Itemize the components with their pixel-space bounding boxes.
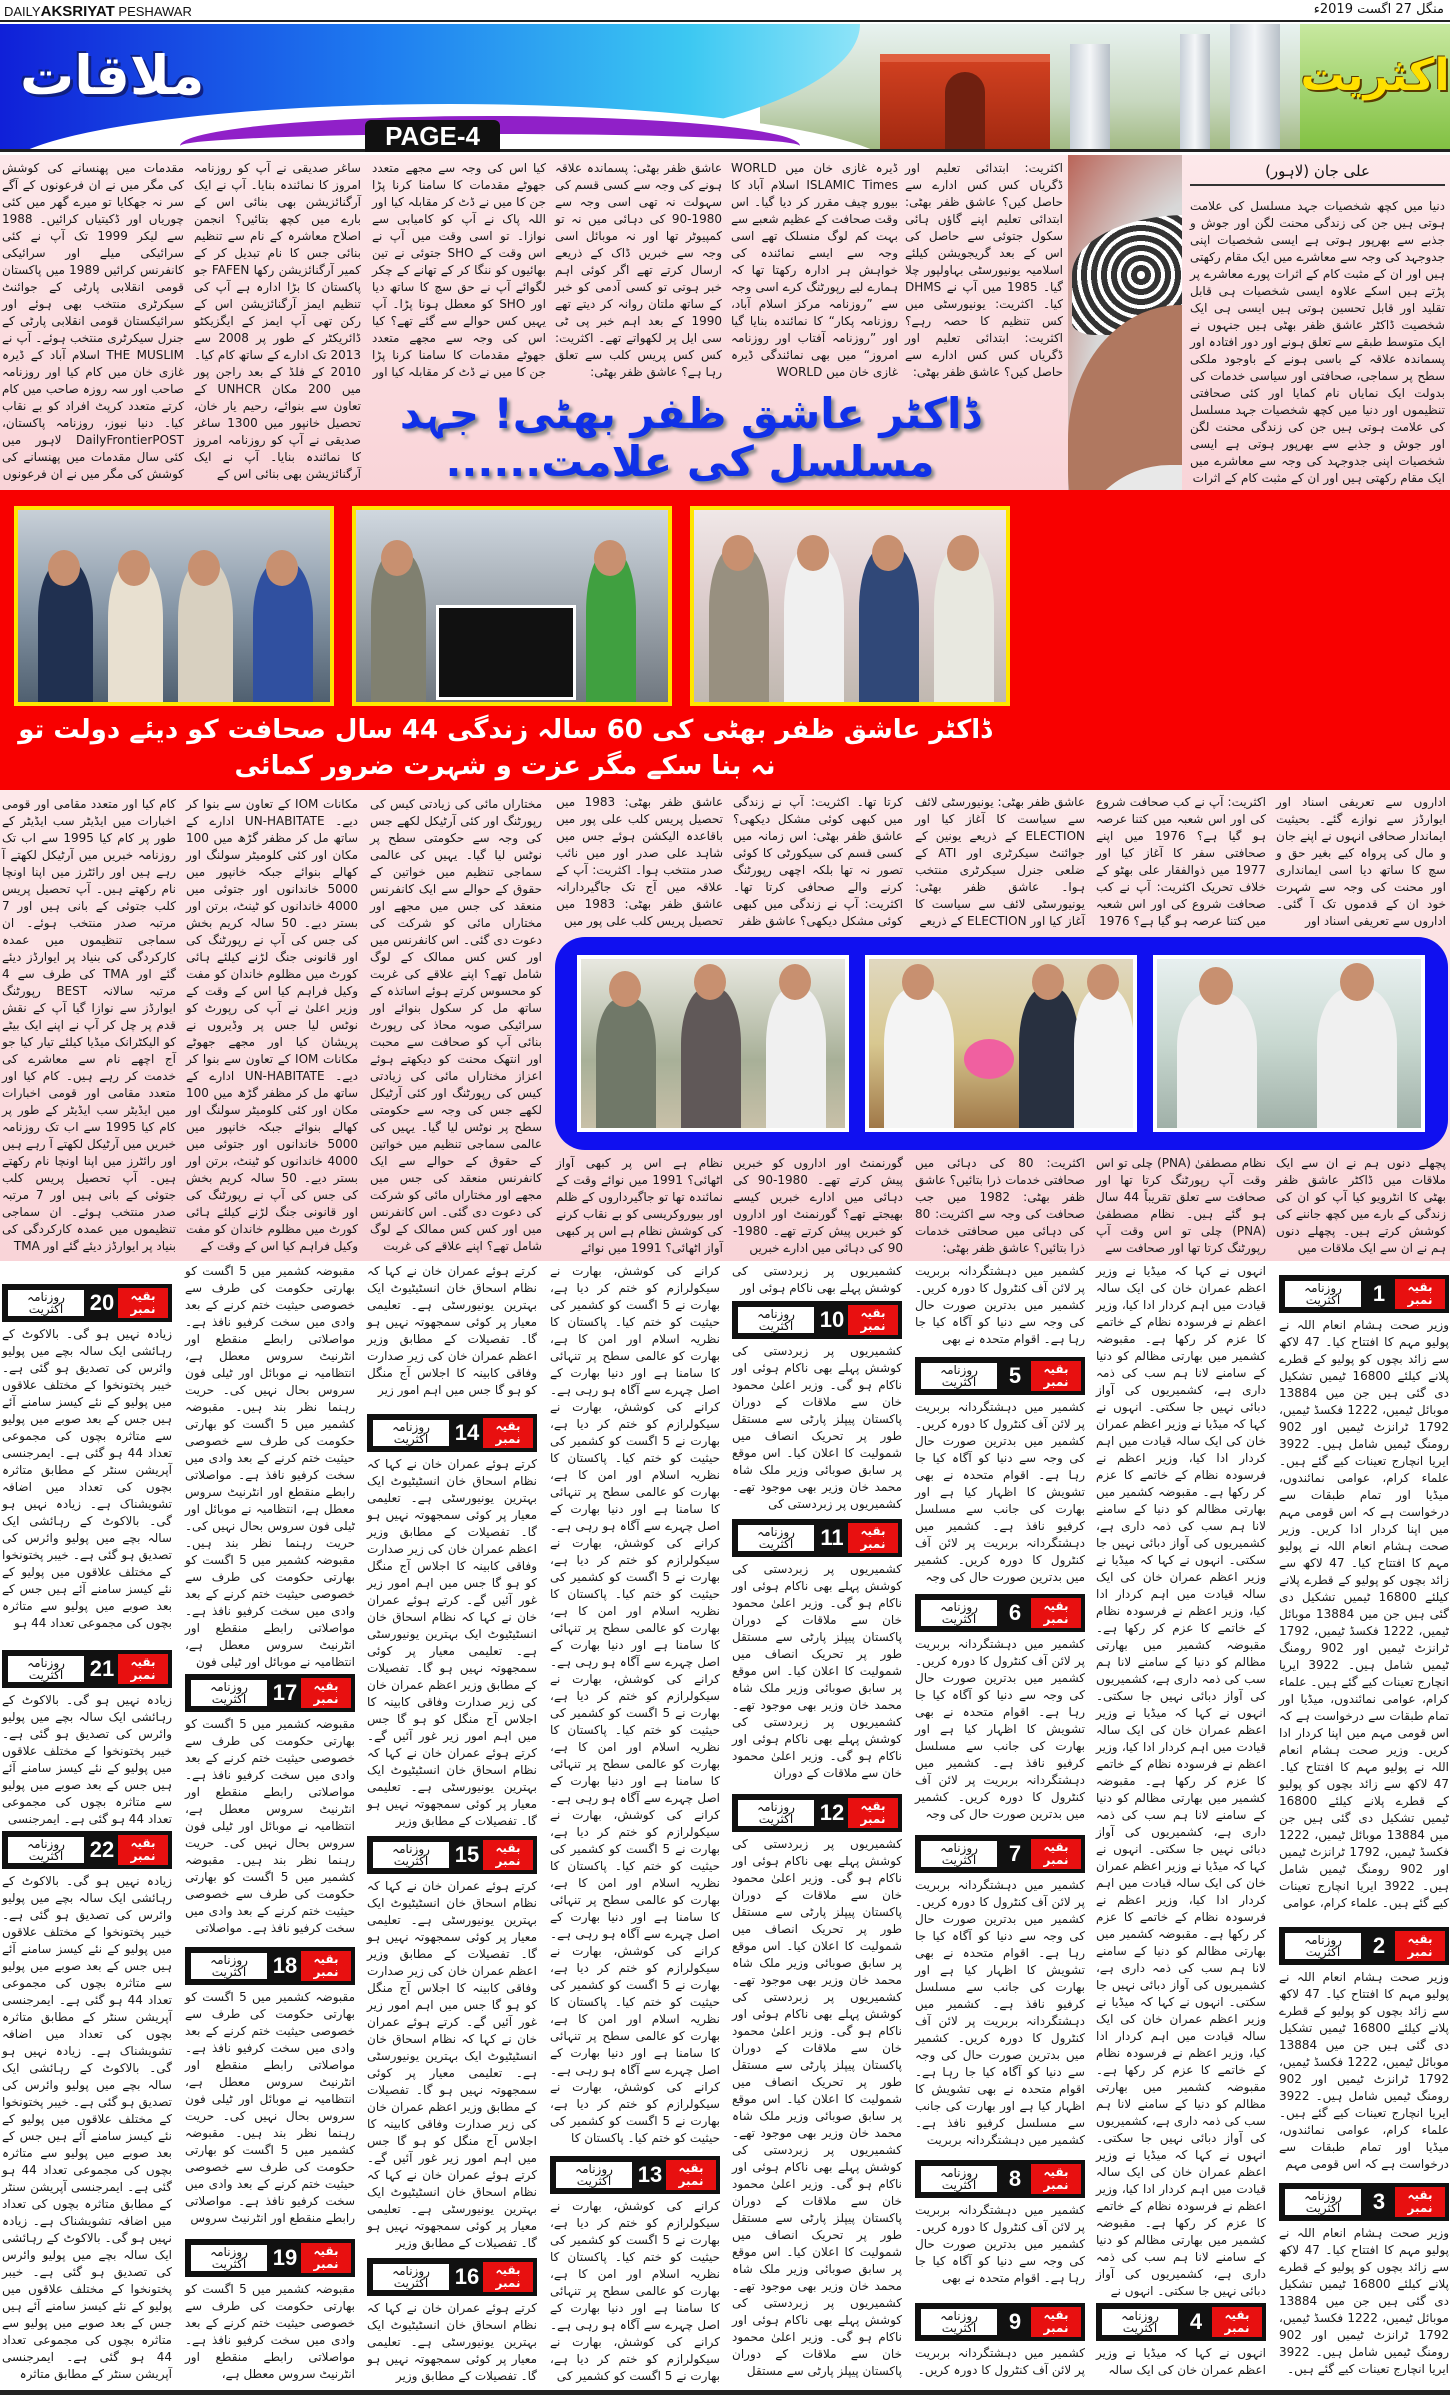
masthead-city: PESHAWAR <box>118 4 192 19</box>
continuation-label: بقیہ نمبر <box>483 1840 533 1870</box>
news-column: انہوں نے کہا کہ میڈیا نے وزیر اعظم عمران خان کی ایک سالہ <box>1096 2346 1266 2377</box>
main-headline: ڈاکٹر عاشق ظفر بھٹی! جہد مسلسل کی علامت...... <box>399 389 981 486</box>
article-column: ڈیرہ غازی خان میں WORLD ISLAMIC Times اسلام آباد کا بیورو چیف مقرر کر دیا گیا۔ اس وقت صحافت کے عظیم شعبے سے بہت کم لوگ منسلک تھے اسی وجہ سے ایسے نمائندہ کی خواہش ہر ادارہ رکھتا تھا کہ ہمارے لیے رپورٹنگ کرے اسی وجہ سے ”روزنامہ مرکز اسلام آباد، روزنامہ پکار“ کا نمائندہ بنایا گیا اور ”روزنامہ آفتاب اور روزنامہ امروز“ میں بھی نمائندگی ڈیرہ غازی خان میں WORLD <box>731 161 898 379</box>
newspaper-name: روزنامہ اکثریت <box>191 1953 267 1979</box>
continuation-label: بقیہ نمبر <box>1031 1598 1081 1628</box>
news-column: زیادہ نہیں ہو گی۔ بالاکوٹ کے رہائشی ایک سالہ بچے میں پولیو وائرس کی تصدیق ہو گئی ہے۔ خیبر پختونخوا کے مختلف علاقوں میں پولیو کے نئے کیسز سامنے آئے ہیں جس کے بعد صوبے میں پولیو سے متاثرہ بچوں کی مجموعی تعداد 44 ہو گئی ہے۔ ایمرجنسی آپریشن سنٹر کے مطابق متاثرہ بچوں کی تعداد میں اضافہ تشویشناک ہے۔ زیادہ نہیں ہو گی۔ بالاکوٹ کے رہائشی ایک سالہ بچے میں پولیو وائرس کی تصدیق ہو گئی ہے۔ خیبر پختونخوا کے مختلف علاقوں میں پولیو کے نئے کیسز سامنے آئے ہیں جس کے بعد صوبے میں پولیو سے متاثرہ بچوں کی مجموعی تعداد 44 ہو گئی ہے۔ ایمرجنسی آپریشن سنٹر کے مطابق متاثرہ بچوں کی تعداد میں اضافہ تشویشناک ہے۔ زیادہ نہیں ہو گی۔ بالاکوٹ کے رہائشی ایک سالہ بچے میں پولیو وائرس کی تصدیق ہو گئی ہے۔ خیبر پختونخوا کے مختلف علاقوں میں پولیو کے نئے کیسز سامنے آئے ہیں جس کے بعد صوبے میں پولیو سے متاثرہ بچوں کی مجموعی تعداد 44 ہو گئی ہے۔ ایمرجنسی آپریشن سنٹر کے مطابق متاثرہ <box>2 1874 172 2381</box>
news-column: کشمیر میں دہشتگردانہ بربریت پر لائن آف کنٹرول کا دورہ کریں۔ کشمیر میں بدترین صورت حال کی وجہ سے دنیا کو آگاہ کیا جا رہا ہے۔ اقوام متحدہ نے بھی <box>915 2203 1085 2285</box>
continuation-box <box>367 2258 537 2296</box>
article-column: ساغر صدیقی نے آپ کو روزنامہ امروز کا نمائندہ بنایا۔ آپ نے ایک آرگنائزیشن بھی بنائی اس کے بارے میں کچھ بتائیں؟ انجمن اصلاح معاشرہ کے نام سے تنظیم بنائی جس کا نام تبدیل کر کے کمیر آرگنائزیشن رکھا FAFEN جو پاکستان کا بڑا ادارہ ہے آپ کی تنظیم ایمز آرگنائزیشن اس کے رکن تھی آپ ایمز کے ایگزیکٹو ڈائریکٹر کے طور پر 2008 سے 2013 تک ادارے کے ساتھ کام کیا۔ 2010 کے فلڈ کے بعد راجن پور میں 200 مکان UNHCR کے تعاون سے بنوائے، رحیم یار خان، تحصیل خانپور میں 1300 ساغر صدیقی نے آپ کو روزنامہ امروز کا نمائندہ بنایا۔ آپ نے ایک آرگنائزیشن بھی بنائی اس کے <box>194 161 362 481</box>
newspaper-name: روزنامہ اکثریت <box>921 2166 997 2192</box>
continuation-box <box>2 1831 172 1869</box>
continuation-number: 1 <box>1363 1279 1395 1309</box>
continuation-label: بقیہ نمبر <box>483 1418 533 1448</box>
continuation-label: بقیہ نمبر <box>1031 1839 1081 1869</box>
newspaper-name: روزنامہ اکثریت <box>191 1680 267 1706</box>
tower-image <box>1230 24 1280 152</box>
newspaper-name: روزنامہ اکثریت <box>191 2245 267 2271</box>
page-banner <box>0 24 1450 152</box>
news-column: کرتے ہوئے عمران خان نے کہا کہ نظام اسحاق خان انسٹیٹیوٹ ایک بہترین یونیورسٹی ہے۔ تعلیمی معیار پر کوئی سمجھوتہ نہیں ہو گا۔ تفصیلات کے مطابق وزیر اعظم عمران خان کی زیر صدارت وفاقی کابینہ کا اجلاس آج منگل کو ہو گا جس میں اہم امور زیر <box>367 1264 537 1397</box>
continuation-box <box>732 1301 902 1339</box>
continuation-label: بقیہ نمبر <box>848 1523 898 1553</box>
news-column: کرتے ہوئے عمران خان نے کہا کہ نظام اسحاق خان انسٹیٹیوٹ ایک بہترین یونیورسٹی ہے۔ تعلیمی معیار پر کوئی سمجھوتہ نہیں ہو گا۔ تفصیلات کے مطابق وزیر <box>367 2301 537 2383</box>
continuation-label: بقیہ نمبر <box>848 1305 898 1335</box>
continuation-box <box>2 1650 172 1688</box>
continuation-number: 3 <box>1363 2187 1395 2217</box>
event-photo <box>577 955 849 1132</box>
article-column: اکثریت: ابتدائی تعلیم اور ڈگریاں کس کس ادارے سے حاصل کیں؟ عاشق ظفر بھٹی: ابتدائی تعلیم اپنے گاؤں ہائی سکول جتوئی سے حاصل کی اس کے بعد گریجویشن کیلئے اسلامیہ یونیورسٹی بہاولپور چلا گیا۔ 1985 میں آپ نے DHMS کیا۔ اکثریت: یونیورسٹی میں کس تنظیم کا حصہ رہے؟ اکثریت: ابتدائی تعلیم اور ڈگریاں کس کس ادارے سے حاصل کیں؟ عاشق ظفر بھٹی: <box>905 161 1063 379</box>
continuation-number: 18 <box>269 1951 301 1981</box>
continuation-number: 5 <box>999 1361 1031 1391</box>
continuation-box <box>367 1836 537 1874</box>
continuation-box <box>1096 2303 1266 2341</box>
continuation-label: بقیہ نمبر <box>483 2262 533 2292</box>
newspaper-name: روزنامہ اکثریت <box>1285 1281 1361 1307</box>
continuation-label: بقیہ نمبر <box>1395 1279 1445 1309</box>
continuation-box <box>732 1794 902 1832</box>
news-column: مقبوضہ کشمیر میں 5 اگست کو بھارتی حکومت کی طرف سے خصوصی حیثیت ختم کرنے کے بعد وادی میں سخت کرفیو نافذ ہے۔ مواصلاتی رابطے منقطع اور انٹرنیٹ سروس معطل ہے، انتظامیہ نے موبائل اور ٹیلی فون سروس بحال نہیں کی۔ حریت رہنما نظر بند ہیں۔ مقبوضہ کشمیر میں 5 اگست کو بھارتی حکومت کی طرف سے خصوصی حیثیت ختم کرنے کے بعد وادی میں سخت کرفیو نافذ ہے۔ مواصلاتی رابطے منقطع اور انٹرنیٹ سروس معطل ہے، انتظامیہ نے موبائل اور ٹیلی فون سروس بحال نہیں کی۔ حریت رہنما نظر بند ہیں۔ مقبوضہ کشمیر میں 5 اگست کو بھارتی حکومت کی طرف سے خصوصی حیثیت ختم کرنے کے بعد وادی میں سخت کرفیو نافذ ہے۔ مواصلاتی رابطے منقطع اور انٹرنیٹ سروس معطل ہے، انتظامیہ نے موبائل اور ٹیلی فون <box>185 1264 356 1669</box>
article-column: اکثریت: آپ نے کب صحافت شروع کی اور اس شعبہ میں کتنا عرصہ ہو گیا ہے؟ 1976 میں اپنے صحافتی سفر کا آغاز کیا اور 1977 میں ذوالفقار علی بھٹو کے خلاف تحریک اکثریت: آپ نے کب صحافت شروع کی اور اس شعبہ میں کتنا عرصہ ہو گیا ہے؟ 1976 <box>1096 795 1266 928</box>
news-column: زیادہ نہیں ہو گی۔ بالاکوٹ کے رہائشی ایک سالہ بچے میں پولیو وائرس کی تصدیق ہو گئی ہے۔ خیبر پختونخوا کے مختلف علاقوں میں پولیو کے نئے کیسز سامنے آئے ہیں جس کے بعد صوبے میں پولیو سے متاثرہ بچوں کی مجموعی تعداد 44 ہو گئی ہے۔ ایمرجنسی آپریشن سنٹر کے مطابق متاثرہ بچوں کی تعداد میں اضافہ تشویشناک ہے۔ زیادہ نہیں ہو گی۔ بالاکوٹ کے رہائشی ایک سالہ بچے میں پولیو وائرس کی تصدیق ہو گئی ہے۔ خیبر پختونخوا کے مختلف علاقوں میں پولیو کے نئے کیسز سامنے آئے ہیں جس کے بعد صوبے میں پولیو سے متاثرہ بچوں کی مجموعی تعداد 44 ہو <box>2 1327 172 1630</box>
continuation-number: 9 <box>999 2307 1031 2337</box>
continuation-number: 16 <box>451 2262 483 2292</box>
masthead-daily: DAILY <box>4 4 41 19</box>
masthead-name: AKSRIYAT <box>40 3 115 20</box>
article-column: کام کیا اور متعدد مقامی اور قومی اخبارات میں ایڈیٹر سب ایڈیٹر کے طور پر کام کیا 1995 سے اب تک روزنامہ خبریں میں آرٹیکل لکھتے آ رہے ہیں اور رائٹرز میں اپنا اونچا نام رکھتے ہیں۔ آپ تحصیل پریس کلب جتوئی کے بانی ہیں اور 7 مرتبہ صدر منتخب ہوئے۔ ان سماجی تنظیموں میں عمدہ کارکردگی کی بنیاد پر ایوارڈز دیئے گئے اور TMA کی طرف سے 4 مرتبہ سالانہ BEST رپورٹنگ ایوارڈز سے نوازا گیا آپ کے نقش قدم پر چل کر آپ نے اپنے ایک بیٹے کو الیکٹرانک میڈیا کیلئے تیار کیا جو آج اچھے نام سے معاشرے کی خدمت کر رہے ہیں۔ کام کیا اور متعدد مقامی اور قومی اخبارات میں ایڈیٹر سب ایڈیٹر کے طور پر کام کیا 1995 سے اب تک روزنامہ خبریں میں آرٹیکل لکھتے آ رہے ہیں اور رائٹرز میں اپنا اونچا نام رکھتے ہیں۔ آپ تحصیل پریس کلب جتوئی کے بانی ہیں اور 7 مرتبہ صدر منتخب ہوئے۔ ان سماجی تنظیموں میں عمدہ کارکردگی کی بنیاد پر ایوارڈز دیئے گئے اور TMA <box>2 797 177 1253</box>
news-column: وزیر صحت ہشام انعام اللہ نے پولیو مہم کا افتتاح کیا۔ 47 لاکھ سے زائد بچوں کو پولیو کے قطرے پلانے کیلئے 16800 ٹیمیں تشکیل دی گئی ہیں جن میں 13884 موبائل ٹیمیں، 1222 فکسڈ ٹیمیں، 1792 ٹرانزٹ ٹیمیں اور 902 رومنگ ٹیمیں شامل ہیں۔ 3922 ایریا انچارج تعینات کیے گئے ہیں۔ <box>1279 2226 1449 2376</box>
news-column: کرانے کی کوشش، بھارت نے سیکولرازم کو ختم کر دیا ہے، بھارت نے 5 اگست کو کشمیر کی حیثیت کو ختم کیا۔ پاکستان کا نظریہ اسلام اور امن کا ہے، بھارت کو عالمی سطح پر تنہائی کا سامنا ہے اور دنیا بھارت کے اصل چہرے سے آگاہ ہو رہی ہے۔ کرانے کی کوشش، بھارت نے سیکولرازم کو ختم کر دیا ہے، بھارت نے 5 اگست کو کشمیر کی <box>550 2199 720 2383</box>
newspaper-name: روزنامہ اکثریت <box>921 2309 997 2335</box>
continuation-label: بقیہ نمبر <box>1031 2307 1081 2337</box>
news-column: مقبوضہ کشمیر میں 5 اگست کو بھارتی حکومت کی طرف سے خصوصی حیثیت ختم کرنے کے بعد وادی میں سخت کرفیو نافذ ہے۔ مواصلاتی رابطے منقطع اور انٹرنیٹ سروس معطل ہے، انتظامیہ نے موبائل اور ٹیلی فون سروس بحال نہیں کی۔ حریت رہنما نظر بند ہیں۔ مقبوضہ کشمیر میں 5 اگست کو بھارتی حکومت کی طرف سے خصوصی حیثیت ختم کرنے کے بعد وادی میں سخت کرفیو نافذ ہے۔ مواصلاتی <box>185 1717 356 1935</box>
continuation-box <box>1279 2183 1449 2221</box>
newspaper-name: روزنامہ اکثریت <box>921 1363 997 1389</box>
news-column: وزیر صحت ہشام انعام اللہ نے پولیو مہم کا افتتاح کیا۔ 47 لاکھ سے زائد بچوں کو پولیو کے قطرے پلانے کیلئے 16800 ٹیمیں تشکیل دی گئی ہیں جن میں 13884 موبائل ٹیمیں، 1222 فکسڈ ٹیمیں، 1792 ٹرانزٹ ٹیمیں اور 902 رومنگ ٹیمیں شامل ہیں۔ 3922 ایریا انچارج تعینات کیے گئے ہیں۔ علماء کرام، عوامی نمائندوں، میڈیا اور تمام طبقات سے درخواست ہے کہ اس قومی مہم <box>1279 1970 1449 2171</box>
event-photo <box>690 506 1010 706</box>
continuation-number: 17 <box>269 1678 301 1708</box>
news-column: کشمیریوں پر زبردستی کی کوشش پہلے بھی ناکام ہوئی اور ناکام ہو گی۔ وزیر اعلیٰ محمود خان سے ملاقات کے دوران پاکستان پیپلز پارٹی سے مستقل طور پر تحریک انصاف میں شمولیت کا اعلان کیا۔ اس موقع پر سابق صوبائی وزیر ملک شاہ محمد خان وزیر بھی موجود تھے۔ کشمیریوں پر زبردستی کی کوشش پہلے بھی ناکام ہوئی اور ناکام ہو گی۔ وزیر اعلیٰ محمود خان سے ملاقات کے دوران <box>732 1562 902 1780</box>
continuation-number: 13 <box>634 2160 666 2190</box>
article-column: مکانات IOM کے تعاون سے بنوا کر دیے۔ UN-HABITATE ادارے کے ساتھ مل کر مظفر گڑھ میں 100 مکان اور کئی کلومیٹر سولنگ اور کھالے بنوائے جبکہ خانپور میں 5000 خاندانوں اور جتوئی میں 4000 خاندانوں کو ٹینٹ، برتن اور بستر دیے۔ 50 سالہ کریم بخش کی جس کی آپ نے رپورٹنگ کی اور قانونی جنگ لڑنے کیلئے ہائی کورٹ میں مظلوم خاندان کو مفت وکیل فراہم کیا اس کے وقت کے وزیر اعلیٰ نے آپ کی رپورٹ کو نوٹس لیا جس پر وڈیروں نے پریشان کیا اور مجھے جھوٹے مکانات IOM کے تعاون سے بنوا کر دیے۔ UN-HABITATE ادارے کے ساتھ مل کر مظفر گڑھ میں 100 مکان اور کئی کلومیٹر سولنگ اور کھالے بنوائے جبکہ خانپور میں 5000 خاندانوں اور جتوئی میں 4000 خاندانوں کو ٹینٹ، برتن اور بستر دیے۔ 50 سالہ کریم بخش کی جس کی آپ نے رپورٹنگ کی اور قانونی جنگ لڑنے کیلئے ہائی کورٹ میں مظلوم خاندان کو مفت وکیل فراہم کیا اس کے وقت کے <box>186 797 358 1253</box>
newspaper-name: روزنامہ اکثریت <box>921 1841 997 1867</box>
continuation-label: بقیہ نمبر <box>1395 2187 1445 2217</box>
article-column: نظام ہے اس پر کبھی آواز اٹھائی؟ 1991 میں نوائے وقت کے نمائندہ تھا تو جاگیرداروں کے ظلم اور بیوروکریسی کو بے نقاب کرنے کی کوشش نظام ہے اس پر کبھی آواز اٹھائی؟ 1991 میں نوائے <box>555 1156 724 1255</box>
newspaper-name: روزنامہ اکثریت <box>8 1837 84 1863</box>
issue-date: منگل 27 اگست 2019ء <box>1313 2 1444 17</box>
continuation-box <box>367 1414 537 1452</box>
continuation-number: 14 <box>451 1418 483 1448</box>
continuation-label: بقیہ نمبر <box>1395 1931 1445 1961</box>
continuation-box <box>915 2160 1085 2198</box>
news-column: کرانے کی کوشش، بھارت نے سیکولرازم کو ختم کر دیا ہے، بھارت نے 5 اگست کو کشمیر کی حیثیت کو ختم کیا۔ پاکستان کا نظریہ اسلام اور امن کا ہے، بھارت کو عالمی سطح پر تنہائی کا سامنا ہے اور دنیا بھارت کے اصل چہرے سے آگاہ ہو رہی ہے۔ کرانے کی کوشش، بھارت نے سیکولرازم کو ختم کر دیا ہے، بھارت نے 5 اگست کو کشمیر کی حیثیت کو ختم کیا۔ پاکستان کا نظریہ اسلام اور امن کا ہے، بھارت کو عالمی سطح پر تنہائی کا سامنا ہے اور دنیا بھارت کے اصل چہرے سے آگاہ ہو رہی ہے۔ کرانے کی کوشش، بھارت نے سیکولرازم کو ختم کر دیا ہے، بھارت نے 5 اگست کو کشمیر کی حیثیت کو ختم کیا۔ پاکستان کا نظریہ اسلام اور امن کا ہے، بھارت کو عالمی سطح پر تنہائی کا سامنا ہے اور دنیا بھارت کے اصل چہرے سے آگاہ ہو رہی ہے۔ کرانے کی کوشش، بھارت نے سیکولرازم کو ختم کر دیا ہے، بھارت نے 5 اگست کو کشمیر کی حیثیت کو ختم کیا۔ پاکستان کا نظریہ اسلام اور امن کا ہے، بھارت کو عالمی سطح پر تنہائی کا سامنا ہے اور دنیا بھارت کے اصل چہرے سے آگاہ ہو رہی ہے۔ کرانے کی کوشش، بھارت نے سیکولرازم کو ختم کر دیا ہے، بھارت نے 5 اگست کو کشمیر کی حیثیت کو ختم کیا۔ پاکستان کا نظریہ اسلام اور امن کا ہے، بھارت کو عالمی سطح پر تنہائی کا سامنا ہے اور دنیا بھارت کے اصل چہرے سے آگاہ ہو رہی ہے۔ کرانے کی کوشش، بھارت نے سیکولرازم کو ختم کر دیا ہے، بھارت نے 5 اگست کو کشمیر کی حیثیت کو ختم کیا۔ پاکستان کا نظریہ اسلام اور امن کا ہے، بھارت کو عالمی سطح پر تنہائی کا سامنا ہے اور دنیا بھارت کے اصل چہرے سے آگاہ ہو رہی ہے۔ کرانے کی کوشش، بھارت نے سیکولرازم کو ختم کر دیا ہے، بھارت نے 5 اگست کو کشمیر کی حیثیت کو ختم کیا۔ پاکستان کا <box>550 1264 720 2145</box>
continuation-box <box>915 2303 1085 2341</box>
continuation-label: بقیہ نمبر <box>301 2243 351 2273</box>
continuation-box <box>1279 1927 1449 1965</box>
mosque-image <box>880 54 1050 152</box>
continuation-number: 19 <box>269 2243 301 2273</box>
news-column: کشمیر میں دہشتگردانہ بربریت پر لائن آف کنٹرول کا دورہ کریں۔ کشمیر میں بدترین صورت حال کی وجہ سے دنیا کو آگاہ کیا جا رہا ہے۔ اقوام متحدہ نے بھی تشویش کا اظہار کیا ہے اور بھارت کی جانب سے مسلسل کرفیو نافذ ہے۔ کشمیر میں دہشتگردانہ بربریت پر لائن آف کنٹرول کا دورہ کریں۔ کشمیر میں بدترین صورت حال کی وجہ <box>915 1400 1085 1584</box>
article-column: اکثریت: 80 کی دہائی میں صحافتی خدمات ذرا بتائیں؟ عاشق ظفر بھٹی: 1982 میں جب صحافت کی وجہ سے اکثریت: 80 کی دہائی میں صحافتی خدمات ذرا بتائیں؟ عاشق ظفر بھٹی: <box>915 1156 1085 1255</box>
news-column: وزیر صحت ہشام انعام اللہ نے پولیو مہم کا افتتاح کیا۔ 47 لاکھ سے زائد بچوں کو پولیو کے قطرے پلانے کیلئے 16800 ٹیمیں تشکیل دی گئی ہیں جن میں 13884 موبائل ٹیمیں، 1222 فکسڈ ٹیمیں، 1792 ٹرانزٹ ٹیمیں اور 902 رومنگ ٹیمیں شامل ہیں۔ 3922 ایریا انچارج تعینات کیے گئے ہیں۔ علماء کرام، عوامی نمائندوں، میڈیا اور تمام طبقات سے درخواست ہے کہ اس قومی مہم میں اپنا کردار ادا کریں۔ وزیر صحت ہشام انعام اللہ نے پولیو مہم کا افتتاح کیا۔ 47 لاکھ سے زائد بچوں کو پولیو کے قطرے پلانے کیلئے 16800 ٹیمیں تشکیل دی گئی ہیں جن میں 13884 موبائل ٹیمیں، 1222 فکسڈ ٹیمیں، 1792 ٹرانزٹ ٹیمیں اور 902 رومنگ ٹیمیں شامل ہیں۔ 3922 ایریا انچارج تعینات کیے گئے ہیں۔ علماء کرام، عوامی نمائندوں، میڈیا اور تمام طبقات سے درخواست ہے کہ اس قومی مہم میں اپنا کردار ادا کریں۔ وزیر صحت ہشام انعام اللہ نے پولیو مہم کا افتتاح کیا۔ 47 لاکھ سے زائد بچوں کو پولیو کے قطرے پلانے کیلئے 16800 ٹیمیں تشکیل دی گئی ہیں جن میں 13884 موبائل ٹیمیں، 1222 فکسڈ ٹیمیں، 1792 ٹرانزٹ ٹیمیں اور 902 رومنگ ٹیمیں شامل ہیں۔ 3922 ایریا انچارج تعینات کیے گئے ہیں۔ علماء کرام، عوامی <box>1279 1318 1450 1910</box>
news-column: مقبوضہ کشمیر میں 5 اگست کو بھارتی حکومت کی طرف سے خصوصی حیثیت ختم کرنے کے بعد وادی میں سخت کرفیو نافذ ہے۔ مواصلاتی رابطے منقطع اور انٹرنیٹ سروس معطل ہے، انتظامیہ نے موبائل اور ٹیلی فون سروس بحال نہیں کی۔ حریت رہنما نظر بند ہیں۔ مقبوضہ کشمیر میں 5 اگست کو بھارتی حکومت کی طرف سے خصوصی حیثیت ختم کرنے کے بعد وادی میں سخت کرفیو نافذ ہے۔ مواصلاتی رابطے منقطع اور انٹرنیٹ سروس <box>185 1990 356 2225</box>
tower-image <box>1070 44 1110 152</box>
continuation-number: 8 <box>999 2164 1031 2194</box>
banner-sign <box>436 605 576 700</box>
bouquet <box>964 1039 1014 1079</box>
continuation-number: 15 <box>451 1840 483 1870</box>
newspaper-name: روزنامہ اکثریت <box>1285 1933 1361 1959</box>
newspaper-name: روزنامہ اکثریت <box>738 1800 814 1826</box>
continuation-number: 21 <box>86 1654 118 1684</box>
continuation-label: بقیہ نمبر <box>1212 2307 1262 2337</box>
article-column: گورنمنٹ اور اداروں کو خبریں پیش کرتے تھے۔ 1980-90 کی دہائی میں ادارے خبریں کیسے بھیجتے تھے؟ گورنمنٹ اور اداروں کو خبریں پیش کرتے تھے۔ 1980-90 کی دہائی میں ادارے خبریں <box>733 1156 904 1255</box>
event-photo <box>352 506 672 706</box>
news-column: کشمیریوں پر زبردستی کی کوشش پہلے بھی ناکام ہوئی اور <box>732 1264 902 1295</box>
continuation-box <box>185 1947 355 1985</box>
continuation-box <box>915 1594 1085 1632</box>
continuation-box <box>2 1284 172 1322</box>
news-column: کشمیر میں دہشتگردانہ بربریت پر لائن آف کنٹرول کا دورہ کریں۔ کشمیر میں بدترین صورت حال کی وجہ سے دنیا کو آگاہ کیا جا رہا ہے۔ اقوام متحدہ نے بھی تشویش کا اظہار کیا ہے اور بھارت کی جانب سے مسلسل کرفیو نافذ ہے۔ کشمیر میں دہشتگردانہ بربریت پر لائن آف کنٹرول کا دورہ کریں۔ کشمیر میں بدترین صورت حال کی وجہ سے دنیا کو آگاہ کیا جا رہا ہے۔ اقوام متحدہ نے بھی تشویش کا اظہار کیا ہے اور بھارت کی جانب سے مسلسل کرفیو نافذ ہے۔ کشمیر میں دہشتگردانہ بربریت <box>915 1878 1085 2147</box>
news-column: کرتے ہوئے عمران خان نے کہا کہ نظام اسحاق خان انسٹیٹیوٹ ایک بہترین یونیورسٹی ہے۔ تعلیمی معیار پر کوئی سمجھوتہ نہیں ہو گا۔ تفصیلات کے مطابق وزیر اعظم عمران خان کی زیر صدارت وفاقی کابینہ کا اجلاس آج منگل کو ہو گا جس میں اہم امور زیر غور آئیں گے۔ کرتے ہوئے عمران خان نے کہا کہ نظام اسحاق خان انسٹیٹیوٹ ایک بہترین یونیورسٹی ہے۔ تعلیمی معیار پر کوئی سمجھوتہ نہیں ہو گا۔ تفصیلات کے مطابق وزیر اعظم عمران خان کی زیر صدارت وفاقی کابینہ کا اجلاس آج منگل کو ہو گا جس میں اہم امور زیر غور آئیں گے۔ کرتے ہوئے عمران خان نے کہا کہ نظام اسحاق خان انسٹیٹیوٹ ایک بہترین یونیورسٹی ہے۔ تعلیمی معیار پر کوئی سمجھوتہ نہیں ہو گا۔ تفصیلات کے مطابق وزیر <box>367 1879 537 2250</box>
continuation-number: 11 <box>816 1523 848 1553</box>
continuation-label: بقیہ نمبر <box>118 1835 168 1865</box>
continuation-label: بقیہ نمبر <box>1031 1361 1081 1391</box>
continuation-box <box>550 2156 720 2194</box>
continuation-number: 12 <box>816 1798 848 1828</box>
newspaper-name: روزنامہ اکثریت <box>738 1307 814 1333</box>
news-column: کشمیر میں دہشتگردانہ بربریت پر لائن آف کنٹرول کا دورہ کریں۔ <box>915 2346 1085 2377</box>
news-column: کشمیریوں پر زبردستی کی کوشش پہلے بھی ناکام ہوئی اور ناکام ہو گی۔ وزیر اعلیٰ محمود خان سے ملاقات کے دوران پاکستان پیپلز پارٹی سے مستقل طور پر تحریک انصاف میں شمولیت کا اعلان کیا۔ اس موقع پر سابق صوبائی وزیر ملک شاہ محمد خان وزیر بھی موجود تھے۔ کشمیریوں پر زبردستی کی <box>732 1344 902 1511</box>
event-photo <box>1153 955 1425 1132</box>
masthead-strip <box>0 0 1450 22</box>
continuation-number: 10 <box>816 1305 848 1335</box>
article-column: عاشق ظفر بھٹی: پسماندہ علاقہ ہونے کی وجہ سے کسی قسم کی سہولت نہ تھی اسی وجہ سے 1980-90 کی دہائی میں نہ تو کمپیوٹر تھا اور نہ موبائل اسی وجہ سے خبریں ڈاک کے ذریعے ارسال کرتے تھے اگر کوئی اہم خبر ہوتی تو کسی آدمی کو خبر کے ساتھ ملتان روانہ کر دیتے تھے 1990 کے بعد اہم خبر پی ٹی سی ایل پر لکھواتے تھے۔ اکثریت: کس کس پریس کلب سے تعلق رہا ہے؟ عاشق ظفر بھٹی: <box>555 161 722 379</box>
newspaper-name: روزنامہ اکثریت <box>373 2264 449 2290</box>
bottom-rule <box>0 2390 1450 2395</box>
continuation-label: بقیہ نمبر <box>118 1288 168 1318</box>
continuation-box <box>185 1674 355 1712</box>
section-title: ملاقات <box>20 44 205 107</box>
newspaper-name: روزنامہ اکثریت <box>556 2162 632 2188</box>
continuation-label: بقیہ نمبر <box>666 2160 716 2190</box>
continuation-number: 22 <box>86 1835 118 1865</box>
newspaper-name: روزنامہ اکثریت <box>738 1525 814 1551</box>
continuation-number: 6 <box>999 1598 1031 1628</box>
article-column: عاشق ظفر بھٹی: یونیورسٹی لائف سے سیاست کا آغاز کیا اور ELECTION کے ذریعے یونین کے جوائنٹ سیکرٹری اور ATI کے ضلعی جنرل سیکرٹری منتخب ہوا۔ عاشق ظفر بھٹی: یونیورسٹی لائف سے سیاست کا آغاز کیا اور ELECTION کے ذریعے <box>915 795 1085 928</box>
continuation-number: 4 <box>1180 2307 1212 2337</box>
page-number-tab: PAGE-4 <box>365 120 500 152</box>
newspaper-name: روزنامہ اکثریت <box>8 1656 84 1682</box>
continuation-box <box>732 1519 902 1557</box>
continuation-label: بقیہ نمبر <box>301 1678 351 1708</box>
article-column: کیا اس کی وجہ سے مجھے متعدد جھوٹے مقدمات کا سامنا کرنا پڑا جن کا میں نے ڈٹ کر مقابلہ کیا اور اللہ پاک نے آپ کو کامیابی سے نوازا۔ تو اسی وقت میں آپ نے اس وقت کے SHO جتوئی نے تین بھائیوں کو ننگا کر کے تھانے کے چکر لگوائے آپ نے حق سچ کا ساتھ دیا اور SHO کو معطل ہونا پڑا۔ آپ یہیں کس حوالے سے گئے تھے؟ کیا اس کی وجہ سے مجھے متعدد جھوٹے مقدمات کا سامنا کرنا پڑا جن کا میں نے ڈٹ کر مقابلہ کیا اور <box>372 161 546 379</box>
article-column: نظام مصطفیٰ (PNA) چلی تو اس وقت آپ رپورٹنگ کرتا تھا اور صحافت سے تعلق تقریباً 44 سال ہو گئے ہیں۔ نظام مصطفیٰ (PNA) چلی تو اس وقت آپ رپورٹنگ کرتا تھا اور صحافت سے <box>1096 1156 1266 1255</box>
newspaper-logo: اکثریت <box>1300 50 1450 101</box>
continuation-label: بقیہ نمبر <box>118 1654 168 1684</box>
byline: علی جان (لاہور) <box>1190 162 1445 186</box>
tower-image <box>1180 34 1210 152</box>
newspaper-name: روزنامہ اکثریت <box>1102 2309 1178 2335</box>
news-column: کرتے ہوئے عمران خان نے کہا کہ نظام اسحاق خان انسٹیٹیوٹ ایک بہترین یونیورسٹی ہے۔ تعلیمی معیار پر کوئی سمجھوتہ نہیں ہو گا۔ تفصیلات کے مطابق وزیر اعظم عمران خان کی زیر صدارت وفاقی کابینہ کا اجلاس آج منگل کو ہو گا جس میں اہم امور زیر غور آئیں گے۔ کرتے ہوئے عمران خان نے کہا کہ نظام اسحاق خان انسٹیٹیوٹ ایک بہترین یونیورسٹی ہے۔ تعلیمی معیار پر کوئی سمجھوتہ نہیں ہو گا۔ تفصیلات کے مطابق وزیر اعظم عمران خان کی زیر صدارت وفاقی کابینہ کا اجلاس آج منگل کو ہو گا جس میں اہم امور زیر غور آئیں گے۔ کرتے ہوئے عمران خان نے کہا کہ نظام اسحاق خان انسٹیٹیوٹ ایک بہترین یونیورسٹی ہے۔ تعلیمی معیار پر کوئی سمجھوتہ نہیں ہو گا۔ تفصیلات کے مطابق وزیر <box>367 1457 537 1828</box>
masthead <box>4 3 192 20</box>
news-column: کشمیر میں دہشتگردانہ بربریت پر لائن آف کنٹرول کا دورہ کریں۔ کشمیر میں بدترین صورت حال کی وجہ سے دنیا کو آگاہ کیا جا رہا ہے۔ اقوام متحدہ نے بھی تشویش کا اظہار کیا ہے اور بھارت کی جانب سے مسلسل کرفیو نافذ ہے۔ کشمیر میں دہشتگردانہ بربریت پر لائن آف کنٹرول کا دورہ کریں۔ کشمیر میں بدترین صورت حال کی وجہ <box>915 1637 1085 1821</box>
article-column: عاشق ظفر بھٹی: 1983 میں تحصیل پریس کلب علی پور میں باقاعدہ الیکشن ہوئے جس میں شاہد علی صدر اور میں نائب صدر منتخب ہوا۔ اکثریت: آپ کے علاقہ میں آج تک جاگیردارانہ عاشق ظفر بھٹی: 1983 میں تحصیل پریس کلب علی پور میں <box>556 795 723 928</box>
photo-caption: ڈاکٹر عاشق ظفر بھٹی کی 60 سالہ زندگی 44 سال صحافت کو دیئے دولت تو نہ بنا سکے مگر عزت و شہرت ضرور کمائی <box>18 715 992 781</box>
news-column: مقبوضہ کشمیر میں 5 اگست کو بھارتی حکومت کی طرف سے خصوصی حیثیت ختم کرنے کے بعد وادی میں سخت کرفیو نافذ ہے۔ مواصلاتی رابطے منقطع اور انٹرنیٹ سروس معطل ہے، <box>185 2282 356 2381</box>
photo-frame <box>555 937 1448 1150</box>
continuation-number: 7 <box>999 1839 1031 1869</box>
article-column: اداروں سے تعریفی اسناد اور ایوارڈز سے نوازے گئے۔ بحیثیت ایماندار صحافی انہوں نے اپنے جان و مال کی پرواہ کیے بغیر حق و سچ کا ساتھ دیا اسی ایمانداری اور محنت کی وجہ سے شہرت خود ان کے قدموں تک آ گئی۔ اداروں سے تعریفی اسناد اور <box>1276 795 1446 928</box>
news-column: انہوں نے کہا کہ میڈیا نے وزیر اعظم عمران خان کی ایک سالہ قیادت میں اہم کردار ادا کیا، وزیر اعظم نے فرسودہ نظام کے خاتمے کا عزم کر رکھا ہے۔ مقبوضہ کشمیر میں بھارتی مظالم کو دنیا کے سامنے لانا ہم سب کی ذمہ داری ہے، کشمیریوں کی آواز دبائی نہیں جا سکتی۔ انہوں نے کہا کہ میڈیا نے وزیر اعظم عمران خان کی ایک سالہ قیادت میں اہم کردار ادا کیا، وزیر اعظم نے فرسودہ نظام کے خاتمے کا عزم کر رکھا ہے۔ مقبوضہ کشمیر میں بھارتی مظالم کو دنیا کے سامنے لانا ہم سب کی ذمہ داری ہے، کشمیریوں کی آواز دبائی نہیں جا سکتی۔ انہوں نے کہا کہ میڈیا نے وزیر اعظم عمران خان کی ایک سالہ قیادت میں اہم کردار ادا کیا، وزیر اعظم نے فرسودہ نظام کے خاتمے کا عزم کر رکھا ہے۔ مقبوضہ کشمیر میں بھارتی مظالم کو دنیا کے سامنے لانا ہم سب کی ذمہ داری ہے، کشمیریوں کی آواز دبائی نہیں جا سکتی۔ انہوں نے کہا کہ میڈیا نے وزیر اعظم عمران خان کی ایک سالہ قیادت میں اہم کردار ادا کیا، وزیر اعظم نے فرسودہ نظام کے خاتمے کا عزم کر رکھا ہے۔ مقبوضہ کشمیر میں بھارتی مظالم کو دنیا کے سامنے لانا ہم سب کی ذمہ داری ہے، کشمیریوں کی آواز دبائی نہیں جا سکتی۔ انہوں نے کہا کہ میڈیا نے وزیر اعظم عمران خان کی ایک سالہ قیادت میں اہم کردار ادا کیا، وزیر اعظم نے فرسودہ نظام کے خاتمے کا عزم کر رکھا ہے۔ مقبوضہ کشمیر میں بھارتی مظالم کو دنیا کے سامنے لانا ہم سب کی ذمہ داری ہے، کشمیریوں کی آواز دبائی نہیں جا سکتی۔ انہوں نے کہا کہ میڈیا نے وزیر اعظم عمران خان کی ایک سالہ قیادت میں اہم کردار ادا کیا، وزیر اعظم نے فرسودہ نظام کے خاتمے کا عزم کر رکھا ہے۔ مقبوضہ کشمیر میں بھارتی مظالم کو دنیا کے سامنے لانا ہم سب کی ذمہ داری ہے، کشمیریوں کی آواز دبائی نہیں جا سکتی۔ انہوں نے کہا کہ میڈیا نے وزیر اعظم عمران خان کی ایک سالہ قیادت میں اہم کردار ادا کیا، وزیر اعظم نے فرسودہ نظام کے خاتمے کا عزم کر رکھا ہے۔ مقبوضہ کشمیر میں بھارتی مظالم کو دنیا کے سامنے لانا ہم سب کی ذمہ داری ہے، کشمیریوں کی آواز دبائی نہیں جا سکتی۔ انہوں نے <box>1096 1264 1266 2298</box>
event-photo <box>14 506 334 706</box>
newspaper-name: روزنامہ اکثریت <box>921 1600 997 1626</box>
continuation-box <box>1279 1275 1449 1313</box>
continuation-number: 20 <box>86 1288 118 1318</box>
continuation-box <box>915 1357 1085 1395</box>
newspaper-name: روزنامہ اکثریت <box>1285 2189 1361 2215</box>
continuation-label: بقیہ نمبر <box>301 1951 351 1981</box>
article-column: مقدمات میں پھنسانے کی کوشش کی مگر میں نے ان فرعونوں کے آگے سر نہ جھکایا تو میرے گھر میں کئی چوریاں اور ڈکیتیاں کرائیں۔ 1988 سے لیکر 1999 تک آپ نے کئی سرائیکی میلے اور سرائیکی کانفرنس کرائیں 1989 میں پاکستان قومی انقلابی پارٹی کے جوائنٹ سیکرٹری منتخب بھی ہوئے اور سرائیکستان قومی انقلابی پارٹی کے جنرل سیکرٹری منتخب ہوئے۔ آپ نے THE MUSLIM اسلام آباد کے ڈیرہ غازی خان میں کام کیا اور روزنامہ صاحب اور سہ روزہ صاحب میں کام کرتے متعدد کرپٹ افراد کو بے نقاب کیا۔ دنیا نیوز، روزنامہ پاکستان، DailyFrontierPOST لاہور میں کئی سال مقدمات میں پھنسانے کی کوشش کی مگر میں نے ان فرعونوں <box>2 161 184 481</box>
continuation-label: بقیہ نمبر <box>848 1798 898 1828</box>
continuation-label: بقیہ نمبر <box>1031 2164 1081 2194</box>
continuation-box <box>185 2239 355 2277</box>
article-column: کرتا تھا۔ اکثریت: آپ نے زندگی میں کبھی کوئی مشکل دیکھی؟ عاشق ظفر بھٹی: اس زمانہ میں کسی قسم کی سیکورٹی کا کوئی تصور نہ تھا بلکہ اچھی رپورٹنگ کرنے والے صحافی کرتا تھا۔ اکثریت: آپ نے زندگی میں کبھی کوئی مشکل دیکھی؟ عاشق ظفر <box>733 795 903 928</box>
newspaper-name: روزنامہ اکثریت <box>373 1420 449 1446</box>
news-column: کشمیر میں دہشتگردانہ بربریت پر لائن آف کنٹرول کا دورہ کریں۔ کشمیر میں بدترین صورت حال کی وجہ سے دنیا کو آگاہ کیا جا رہا ہے۔ اقوام متحدہ نے بھی <box>915 1264 1085 1346</box>
news-column: زیادہ نہیں ہو گی۔ بالاکوٹ کے رہائشی ایک سالہ بچے میں پولیو وائرس کی تصدیق ہو گئی ہے۔ خیبر پختونخوا کے مختلف علاقوں میں پولیو کے نئے کیسز سامنے آئے ہیں جس کے بعد صوبے میں پولیو سے متاثرہ بچوں کی مجموعی تعداد 44 ہو گئی ہے۔ ایمرجنسی <box>2 1693 172 1826</box>
continuation-box <box>915 1835 1085 1873</box>
article-column: مختاراں مائی کی زیادتی کیس کی رپورٹنگ اور کئی آرٹیکل لکھے جس کی وجہ سے حکومتی سطح پر نوٹس لیا گیا۔ یہیں کی عالمی سماجی تنظیم میں خواتین کے حقوق کے حوالے سے ایک کانفرنس منعقد کی جس میں مجھے اور مختاراں مائی کو شرکت کی دعوت دی گئی۔ اس کانفرنس میں اور کس کس ممالک کے لوگ شامل تھے؟ اپنے علاقے کی غربت کو محسوس کرتے ہوئے اساتذہ کے ساتھ مل کر سکول بنوائے اور سرائیکی صوبہ محاذ کی رپورٹ بنائی آپ کو صحافت سے محبت اور انتھک محنت کو دیکھتے ہوئے اعزاز مختاراں مائی کی زیادتی کیس کی رپورٹنگ اور کئی آرٹیکل لکھے جس کی وجہ سے حکومتی سطح پر نوٹس لیا گیا۔ یہیں کی عالمی سماجی تنظیم میں خواتین کے حقوق کے حوالے سے ایک کانفرنس منعقد کی جس میں مجھے اور مختاراں مائی کو شرکت کی دعوت دی گئی۔ اس کانفرنس میں اور کس کس ممالک کے لوگ شامل تھے؟ اپنے علاقے کی غربت <box>370 797 542 1253</box>
newspaper-name: روزنامہ اکثریت <box>8 1290 84 1316</box>
newspaper-name: روزنامہ اکثریت <box>373 1842 449 1868</box>
article-column: دنیا میں کچھ شخصیات جہد مسلسل کی علامت ہوتی ہیں جن کی زندگی محنت لگن اور جوش و جذبے سے بھرپور ہوتی ہے ایسی شخصیات اپنی جدوجہد کی وجہ سے معاشرے میں ایک مقام رکھتی ہیں اور ان کے مثبت کام کے اثرات پورے معاشرے پر پڑتے ہیں اسکے علاوہ ایسی شخصیات ہی قابل تقلید اور قابل تحسین ہوتی ہیں ایسی ہی ایک شخصیت ڈاکٹر عاشق ظفر بھٹی ہیں جنہوں نے ایک متوسط طبقے سے تعلق ہونے اور دور افتادہ اور پسماندہ علاقہ کے باسی ہونے کے باوجود ملکی سطح پر سماجی، صحافتی اور سیاسی خدمات کی بدولت ایک نمایاں نام کمایا اور کئی صحافتی تنظیموں اور دنیا میں کچھ شخصیات جہد مسلسل کی علامت ہوتی ہیں جن کی زندگی محنت لگن اور جوش و جذبے سے بھرپور ہوتی ہے ایسی شخصیات اپنی جدوجہد کی وجہ سے معاشرے میں ایک مقام رکھتی ہیں اور ان کے مثبت کام کے اثرات <box>1189 199 1445 485</box>
event-photo <box>865 955 1137 1132</box>
news-column: کشمیریوں پر زبردستی کی کوشش پہلے بھی ناکام ہوئی اور ناکام ہو گی۔ وزیر اعلیٰ محمود خان سے ملاقات کے دوران پاکستان پیپلز پارٹی سے مستقل طور پر تحریک انصاف میں شمولیت کا اعلان کیا۔ اس موقع پر سابق صوبائی وزیر ملک شاہ محمد خان وزیر بھی موجود تھے۔ کشمیریوں پر زبردستی کی کوشش پہلے بھی ناکام ہوئی اور ناکام ہو گی۔ وزیر اعلیٰ محمود خان سے ملاقات کے دوران پاکستان پیپلز پارٹی سے مستقل طور پر تحریک انصاف میں شمولیت کا اعلان کیا۔ اس موقع پر سابق صوبائی وزیر ملک شاہ محمد خان وزیر بھی موجود تھے۔ کشمیریوں پر زبردستی کی کوشش پہلے بھی ناکام ہوئی اور ناکام ہو گی۔ وزیر اعلیٰ محمود خان سے ملاقات کے دوران پاکستان پیپلز پارٹی سے مستقل طور پر تحریک انصاف میں شمولیت کا اعلان کیا۔ اس موقع پر سابق صوبائی وزیر ملک شاہ محمد خان وزیر بھی موجود تھے۔ کشمیریوں پر زبردستی کی کوشش پہلے بھی ناکام ہوئی اور ناکام ہو گی۔ وزیر اعلیٰ محمود خان سے ملاقات کے دوران پاکستان پیپلز پارٹی سے مستقل <box>732 1837 902 2378</box>
continuation-number: 2 <box>1363 1931 1395 1961</box>
article-column: پچھلے دنوں ہم نے ان سے ایک ملاقات میں ڈاکٹر عاشق ظفر بھٹی کا انٹرویو کیا آپ کو ان کی زندگی کے بارے میں کچھ جاننے کی کوشش کرتے ہیں۔ پچھلے دنوں ہم نے ان سے ایک ملاقات میں <box>1276 1156 1446 1255</box>
